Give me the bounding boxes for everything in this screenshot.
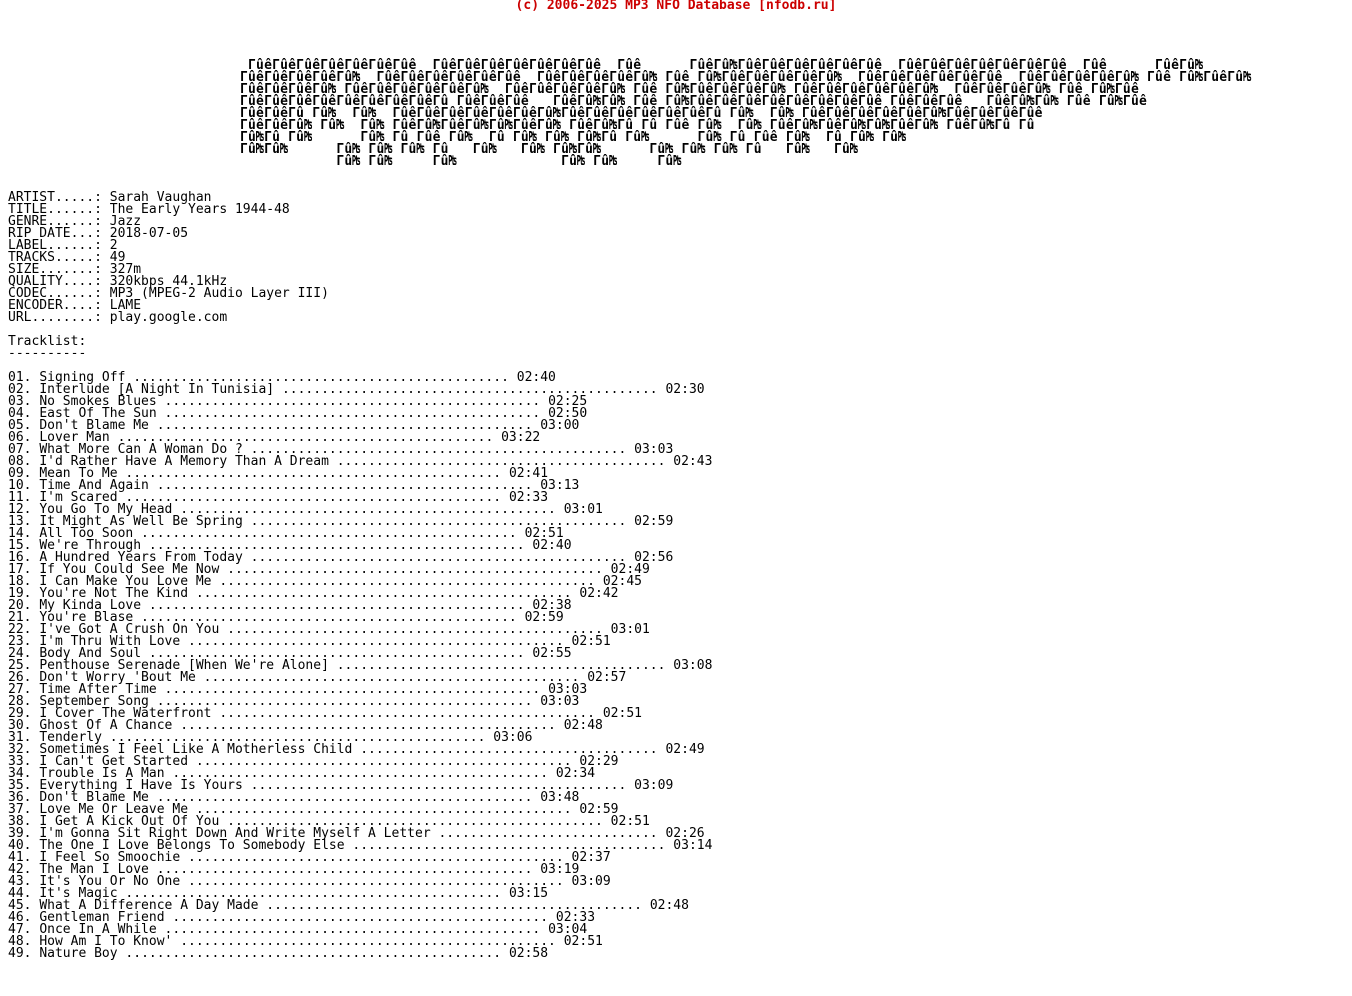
meta-value: Sarah Vaughan — [109, 190, 212, 205]
track-number: 08. — [8, 454, 32, 469]
meta-separator: : — [94, 238, 110, 253]
track-title: Nature Boy — [39, 946, 118, 961]
track-leader-dots: ................................................ — [141, 538, 533, 553]
track-number: 21. — [8, 610, 32, 625]
track-number: 36. — [8, 790, 32, 805]
track-duration: 02:33 — [508, 490, 549, 505]
track-title: Interlude [A Night In Tunisia] — [39, 382, 275, 397]
track-duration: 03:22 — [501, 430, 541, 445]
track-title: It's You Or No One — [39, 874, 181, 889]
meta-separator: : — [94, 250, 110, 265]
track-title: September Song — [39, 694, 149, 709]
track-title: You Go To My Head — [39, 502, 173, 517]
track-title: Body And Soul — [39, 646, 142, 661]
track-duration: 02:50 — [548, 406, 588, 421]
track-duration: 03:15 — [508, 886, 549, 901]
track-duration: 03:01 — [610, 622, 650, 637]
track-leader-dots: ................................................ — [188, 802, 580, 817]
track-number: 22. — [8, 622, 32, 637]
track-duration: 02:30 — [665, 382, 705, 397]
track-leader-dots: ................................................ — [172, 934, 564, 949]
track-number: 46. — [8, 910, 32, 925]
track-number: 31. — [8, 730, 32, 745]
track-number: 38. — [8, 814, 32, 829]
track-duration: 03:13 — [540, 478, 580, 493]
track-title: I'm Thru With Love — [39, 634, 181, 649]
track-title: Don't Worry 'Bout Me — [39, 670, 196, 685]
track-title: The One I Love Belongs To Somebody Else — [39, 838, 345, 853]
meta-separator: : — [94, 214, 110, 229]
track-number: 28. — [8, 694, 32, 709]
track-title: No Smokes Blues — [39, 394, 157, 409]
track-duration: 03:00 — [540, 418, 580, 433]
track-number: 06. — [8, 430, 32, 445]
track-leader-dots: ................................................ — [242, 442, 635, 457]
release-info — [8, 192, 329, 324]
meta-key: ENCODER.... — [8, 298, 95, 313]
track-title: Gentleman Friend — [39, 910, 165, 925]
track-number: 27. — [8, 682, 32, 697]
meta-separator: : — [94, 286, 110, 301]
track-number: 26. — [8, 670, 32, 685]
track-title: Time And Again — [39, 478, 149, 493]
track-number: 04. — [8, 406, 32, 421]
banner-line: ΓûêΓûêΓûêΓûêΓûêΓûêΓûê ΓûêΓûêΓûêΓûêΓûêΓûêΓûê Γûê ΓûêΓû₧ΓûêΓûêΓûêΓûêΓûêΓûê ΓûêΓûêΓûêΓûêΓûêΓûêΓûê Γûê ΓûêΓû₧ — [240, 58, 1204, 73]
banner-line: Γû₧ Γû₧ Γû₧ Γû₧ Γû₧ Γû₧ — [240, 154, 682, 169]
track-number: 16. — [8, 550, 32, 565]
track-title: You're Blase — [39, 610, 134, 625]
track-number: 24. — [8, 646, 32, 661]
track-title: If You Could See Me Now — [39, 562, 220, 577]
track-number: 20. — [8, 598, 32, 613]
meta-value: MP3 (MPEG-2 Audio Layer III) — [109, 286, 329, 301]
track-leader-dots: ................................................ — [188, 754, 580, 769]
meta-key: LABEL...... — [8, 238, 95, 253]
track-title: I'm Scared — [39, 490, 118, 505]
track-leader-dots: ................................................ — [101, 730, 494, 745]
meta-value: 2 — [109, 238, 118, 253]
track-title: Trouble Is A Man — [39, 766, 165, 781]
track-leader-dots: ................................................ — [164, 910, 556, 925]
track-leader-dots: ................................................ — [180, 634, 572, 649]
track-leader-dots: ................................................ — [156, 922, 549, 937]
track-duration: 02:48 — [649, 898, 689, 913]
track-leader-dots: ................................................ — [219, 562, 611, 577]
banner-line: ΓûêΓûêΓûêΓûêΓû₧ ΓûêΓûêΓûêΓûêΓûêΓûê ΓûêΓûêΓûêΓûêΓû₧ Γûê Γû₧ΓûêΓûêΓûêΓûêΓû₧ ΓûêΓûêΓûêΓûêΓûêΓûê ΓûêΓûêΓûêΓûêΓû₧ Γûê Γû₧ΓûêΓû₧ — [240, 70, 1252, 85]
track-number: 01. — [8, 370, 32, 385]
track-duration: 02:51 — [610, 814, 650, 829]
track-leader-dots: ................................................ — [180, 850, 572, 865]
track-title: Love Me Or Leave Me — [39, 802, 189, 817]
banner-line: ΓûêΓûêΓû Γû₧ Γû₧ ΓûêΓûêΓûêΓûêΓûêΓûêΓû₧ΓûêΓûêΓûêΓûêΓûêΓûêΓû Γû₧ Γû₧ ΓûêΓûêΓûêΓûêΓûêΓû₧ΓûêΓûêΓûêΓûê — [240, 106, 1043, 121]
track-title: I'm Gonna Sit Right Down And Write Myself A Letter — [39, 826, 431, 841]
track-leader-dots: ................................................ — [156, 406, 549, 421]
track-title: Mean To Me — [39, 466, 118, 481]
tracklist-heading: Tracklist: — [8, 334, 87, 349]
track-number: 13. — [8, 514, 32, 529]
meta-row — [8, 312, 329, 324]
track-leader-dots: ................................................ — [156, 682, 549, 697]
track-number: 23. — [8, 634, 32, 649]
meta-key: TRACKS..... — [8, 250, 95, 265]
track-title: I Get A Kick Out Of You — [39, 814, 220, 829]
meta-separator: : — [94, 274, 110, 289]
track-number: 18. — [8, 574, 32, 589]
meta-value: 49 — [109, 250, 126, 265]
meta-key: CODEC...... — [8, 286, 95, 301]
track-leader-dots: ................................................ — [172, 718, 564, 733]
track-duration: 03:09 — [571, 874, 611, 889]
track-title: It's Magic — [39, 886, 118, 901]
track-title: I Cover The Waterfront — [39, 706, 212, 721]
track-leader-dots: ................................................ — [188, 586, 580, 601]
meta-key: URL........ — [8, 310, 95, 325]
track-leader-dots: .......................................... — [328, 454, 674, 469]
track-title: I Feel So Smoochie — [39, 850, 181, 865]
meta-value: 2018-07-05 — [109, 226, 189, 241]
track-number: 19. — [8, 586, 32, 601]
track-number: 11. — [8, 490, 32, 505]
track-leader-dots: ................................................ — [117, 466, 509, 481]
track-duration: 02:26 — [665, 826, 705, 841]
track-duration: 02:34 — [555, 766, 596, 781]
track-title: What More Can A Woman Do ? — [39, 442, 243, 457]
track-title: Sometimes I Feel Like A Motherless Child — [39, 742, 353, 757]
track-number: 05. — [8, 418, 32, 433]
track-number: 42. — [8, 862, 32, 877]
track-duration: 02:49 — [665, 742, 705, 757]
track-title: Penthouse Serenade [When We're Alone] — [39, 658, 329, 673]
track-title: I'd Rather Have A Memory Than A Dream — [39, 454, 329, 469]
track-title: East Of The Sun — [39, 406, 157, 421]
track-leader-dots: ................................................ — [195, 670, 588, 685]
track-duration: 02:56 — [634, 550, 674, 565]
track-duration: 03:04 — [548, 922, 588, 937]
meta-separator: : — [94, 310, 110, 325]
track-number: 33. — [8, 754, 32, 769]
meta-value: 327m — [109, 262, 142, 277]
meta-value: LAME — [109, 298, 142, 313]
track-leader-dots: ................................................ — [172, 502, 564, 517]
track-leader-dots: ................................................ — [156, 394, 549, 409]
track-title: It Might As Well Be Spring — [39, 514, 243, 529]
meta-separator: : — [94, 298, 110, 313]
track-leader-dots: ................................................ — [258, 898, 650, 913]
track-title: Tenderly — [39, 730, 102, 745]
track-number: 49. — [8, 946, 32, 961]
track-duration: 02:51 — [571, 634, 611, 649]
track-leader-dots: ................................................ — [211, 574, 603, 589]
meta-value: The Early Years 1944-48 — [109, 202, 290, 217]
track-title: You're Not The Kind — [39, 586, 189, 601]
track-duration: 02:42 — [579, 586, 619, 601]
banner-line: ΓûêΓûêΓûêΓûêΓûêΓûêΓûêΓûêΓû ΓûêΓûêΓûê ΓûêΓû₧Γû₧ Γûê Γû₧ΓûêΓûêΓûêΓûêΓûêΓûêΓûêΓûê ΓûêΓûêΓûê ΓûêΓû₧Γû₧ Γûê Γû₧Γûê — [240, 94, 1148, 109]
track-leader-dots: ................................................ — [219, 622, 611, 637]
track-leader-dots: ................................................ — [148, 418, 541, 433]
track-leader-dots: ................................................ — [117, 490, 509, 505]
tracklist-underline: ---------- — [8, 346, 87, 361]
track-number: 40. — [8, 838, 32, 853]
track-title: All Too Soon — [39, 526, 134, 541]
track-duration: 02:51 — [524, 526, 564, 541]
track-leader-dots: ................................................ — [125, 370, 517, 385]
track-title: Ghost Of A Chance — [39, 718, 173, 733]
track-duration: 03:03 — [540, 694, 580, 709]
track-number: 12. — [8, 502, 32, 517]
track-row — [8, 948, 712, 960]
track-duration: 03:01 — [563, 502, 603, 517]
track-duration: 03:03 — [634, 442, 674, 457]
track-number: 45. — [8, 898, 32, 913]
track-number: 30. — [8, 718, 32, 733]
track-leader-dots: ................................................ — [148, 862, 541, 877]
track-duration: 03:08 — [673, 658, 713, 673]
track-title: I've Got A Crush On You — [39, 622, 220, 637]
copyright-notice: (c) 2006-2025 MP3 NFO Database [nfodb.ru] — [515, 0, 837, 13]
meta-value: 320kbps 44.1kHz — [109, 274, 228, 289]
track-leader-dots: ................................................ — [180, 874, 572, 889]
track-duration: 03:03 — [548, 682, 588, 697]
track-duration: 02:41 — [508, 466, 549, 481]
track-number: 29. — [8, 706, 32, 721]
track-title: Once In A While — [39, 922, 157, 937]
track-number: 17. — [8, 562, 32, 577]
track-title: How Am I To Know' — [39, 934, 173, 949]
track-leader-dots: ............................ — [430, 826, 666, 841]
track-leader-dots: .......................................... — [328, 658, 674, 673]
track-title: What A Difference A Day Made — [39, 898, 259, 913]
track-leader-dots: ................................................ — [211, 706, 603, 721]
track-duration: 02:59 — [524, 610, 564, 625]
track-duration: 02:51 — [563, 934, 603, 949]
track-leader-dots: ................................................ — [242, 778, 635, 793]
track-number: 25. — [8, 658, 32, 673]
track-duration: 02:40 — [516, 370, 556, 385]
track-leader-dots: ................................................ — [148, 694, 541, 709]
track-duration: 02:55 — [532, 646, 572, 661]
meta-key: SIZE....... — [8, 262, 95, 277]
track-leader-dots: ................................................ — [242, 550, 635, 565]
track-number: 09. — [8, 466, 32, 481]
ascii-art-banner — [240, 60, 1251, 168]
track-leader-dots: ................................................ — [141, 646, 533, 661]
track-number: 39. — [8, 826, 32, 841]
track-number: 35. — [8, 778, 32, 793]
track-leader-dots: ................................................ — [148, 478, 541, 493]
track-duration: 03:14 — [673, 838, 713, 853]
track-number: 02. — [8, 382, 32, 397]
meta-separator: : — [94, 202, 110, 217]
track-duration: 02:49 — [610, 562, 650, 577]
track-number: 43. — [8, 874, 32, 889]
track-title: I Can't Get Started — [39, 754, 189, 769]
meta-key: QUALITY.... — [8, 274, 95, 289]
track-duration: 02:58 — [508, 946, 549, 961]
track-number: 34. — [8, 766, 32, 781]
meta-key: GENRE...... — [8, 214, 95, 229]
track-title: The Man I Love — [39, 862, 149, 877]
track-leader-dots: ................................................ — [242, 514, 635, 529]
track-duration: 02:48 — [563, 718, 603, 733]
track-leader-dots: ................................................ — [164, 766, 556, 781]
track-number: 48. — [8, 934, 32, 949]
track-number: 03. — [8, 394, 32, 409]
banner-line: ΓûêΓûêΓûêΓû₧ ΓûêΓûêΓûêΓûêΓûêΓû₧ ΓûêΓûêΓûêΓûêΓû₧ Γûê Γû₧ΓûêΓûêΓûêΓû₧ ΓûêΓûêΓûêΓûêΓûêΓû₧ ΓûêΓûêΓûêΓû₧ Γûê Γû₧Γûê — [240, 82, 1139, 97]
meta-key: ARTIST..... — [8, 190, 95, 205]
track-leader-dots: ................................................ — [133, 610, 525, 625]
track-leader-dots: ................................................ — [274, 382, 666, 397]
meta-value: Jazz — [109, 214, 142, 229]
track-duration: 02:59 — [579, 802, 619, 817]
track-leader-dots: ................................................ — [117, 886, 509, 901]
track-number: 14. — [8, 526, 32, 541]
track-title: We're Through — [39, 538, 142, 553]
track-duration: 02:43 — [673, 454, 713, 469]
track-leader-dots: ................................................ — [117, 946, 509, 961]
track-title: Time After Time — [39, 682, 157, 697]
track-title: Signing Off — [39, 370, 126, 385]
meta-key: RIP DATE... — [8, 226, 95, 241]
meta-separator: : — [94, 190, 110, 205]
track-leader-dots: ................................................ — [109, 430, 502, 445]
track-number: 44. — [8, 886, 32, 901]
meta-separator: : — [94, 226, 110, 241]
track-title: Lover Man — [39, 430, 110, 445]
track-number: 15. — [8, 538, 32, 553]
track-duration: 02:25 — [548, 394, 588, 409]
meta-separator: : — [94, 262, 110, 277]
track-title: Everything I Have Is Yours — [39, 778, 243, 793]
track-leader-dots: ................................................ — [148, 790, 541, 805]
track-number: 07. — [8, 442, 32, 457]
track-number: 47. — [8, 922, 32, 937]
track-number: 10. — [8, 478, 32, 493]
track-number: 41. — [8, 850, 32, 865]
track-number: 37. — [8, 802, 32, 817]
track-leader-dots: ................................................ — [141, 598, 533, 613]
track-duration: 02:45 — [602, 574, 642, 589]
track-duration: 03:19 — [540, 862, 580, 877]
track-duration: 02:59 — [634, 514, 674, 529]
track-duration: 03:48 — [540, 790, 580, 805]
track-title: Don't Blame Me — [39, 790, 149, 805]
meta-key: TITLE...... — [8, 202, 95, 217]
tracklist — [8, 372, 712, 960]
meta-value: play.google.com — [109, 310, 228, 325]
track-title: Don't Blame Me — [39, 418, 149, 433]
track-number: 32. — [8, 742, 32, 757]
banner-line: ΓûêΓûêΓû₧ Γû₧ Γû₧ ΓûêΓû₧ΓûêΓû₧Γû₧ΓûêΓû₧ ΓûêΓû₧Γû Γû Γûê Γû₧ Γû₧ ΓûêΓû₧ΓûêΓû₧Γû₧ΓûêΓû₧ ΓûêΓû₧Γû Γû — [240, 118, 1035, 133]
track-duration: 02:33 — [555, 910, 596, 925]
track-title: My Kinda Love — [39, 598, 142, 613]
track-duration: 03:09 — [634, 778, 674, 793]
banner-line: Γû₧Γû₧ Γû₧ Γû₧ Γû₧ Γû Γû₧ Γû₧ Γû₧Γû₧ Γû₧ Γû₧ Γû₧ Γû Γû₧ Γû₧ — [240, 142, 859, 157]
track-duration: 02:51 — [602, 706, 642, 721]
track-leader-dots: ........................................ — [344, 838, 674, 853]
track-duration: 02:38 — [532, 598, 572, 613]
track-duration: 02:40 — [532, 538, 572, 553]
track-leader-dots: ................................................ — [219, 814, 611, 829]
track-duration: 03:06 — [493, 730, 533, 745]
track-duration: 02:57 — [587, 670, 627, 685]
track-duration: 02:37 — [571, 850, 611, 865]
track-leader-dots: ...................................... — [352, 742, 666, 757]
track-duration: 02:29 — [579, 754, 619, 769]
track-leader-dots: ................................................ — [133, 526, 525, 541]
track-title: I Can Make You Love Me — [39, 574, 212, 589]
banner-line: Γû₧Γû Γû₧ Γû₧ Γû Γûê Γû₧ Γû Γû₧ Γû₧ Γû₧Γû Γû₧ Γû₧ Γû Γûê Γû₧ Γû Γû₧ Γû₧ — [240, 130, 907, 145]
track-title: A Hundred Years From Today — [39, 550, 243, 565]
